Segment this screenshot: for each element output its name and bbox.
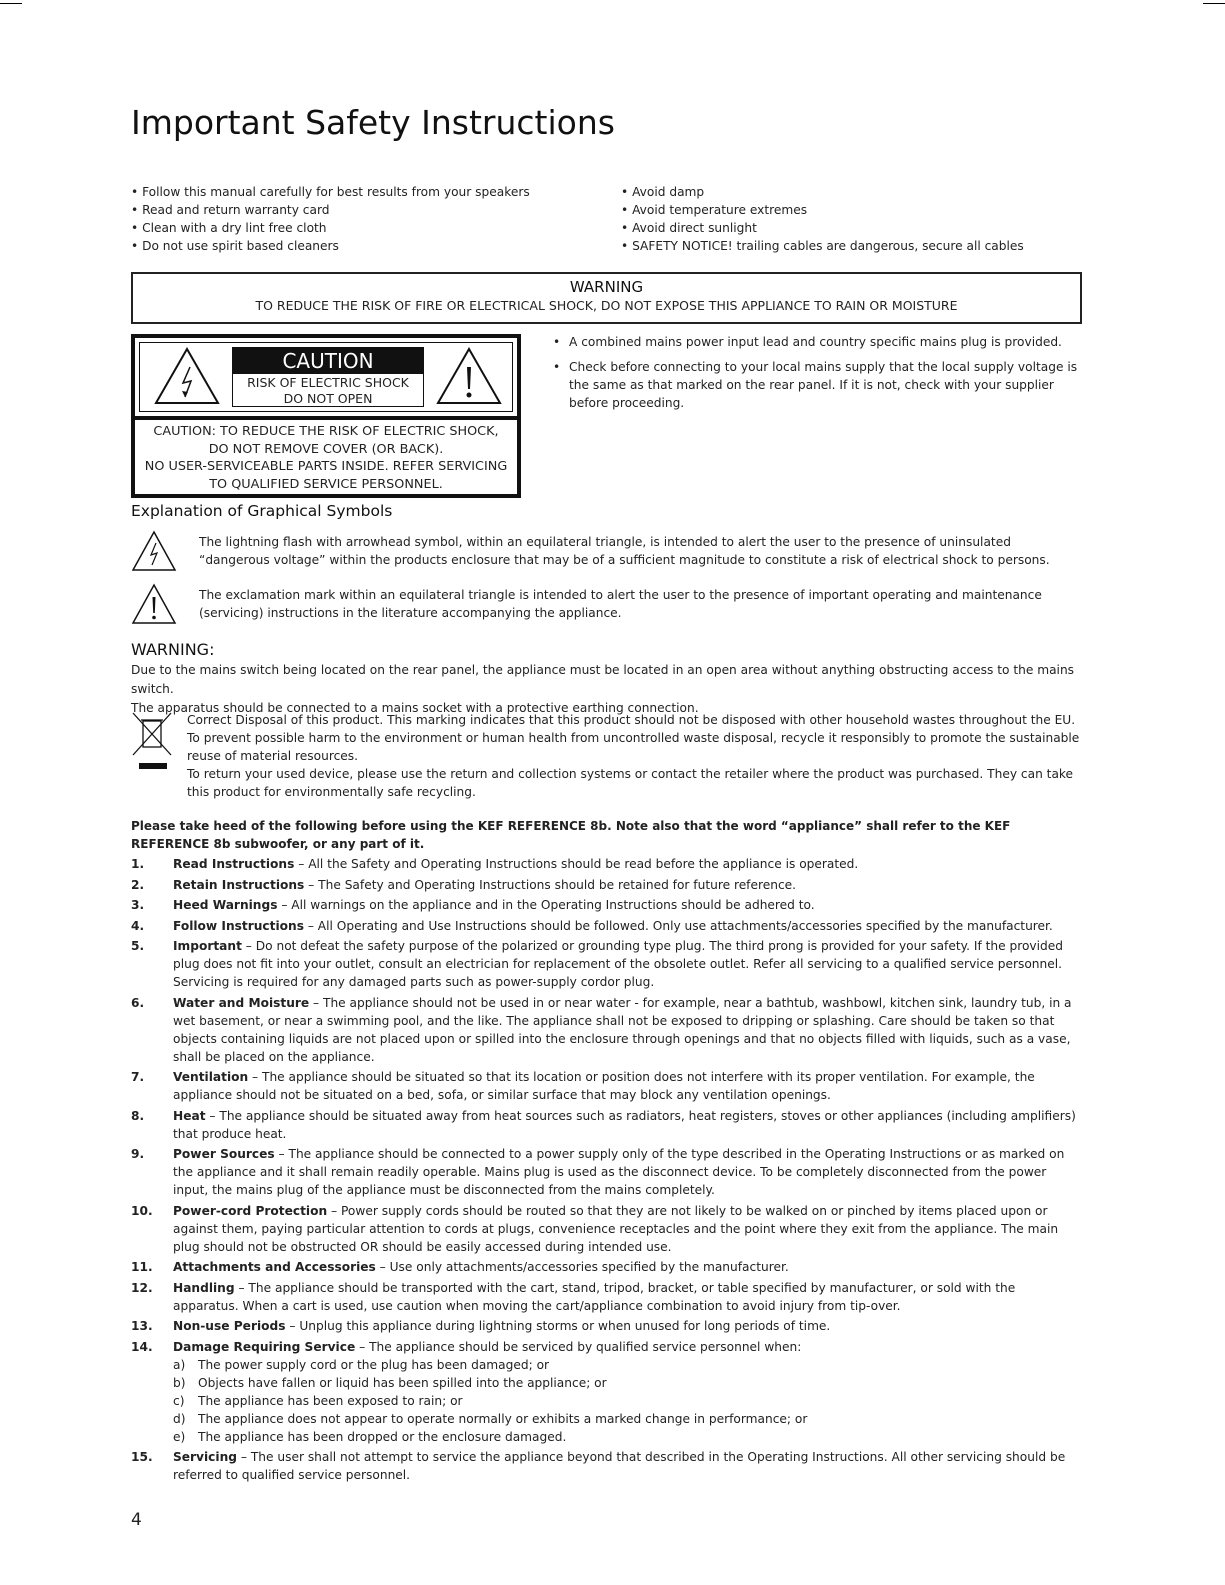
item-number: 14. (131, 1339, 153, 1354)
weee-bin-icon (131, 711, 175, 773)
item-title: Water and Moisture (173, 995, 310, 1010)
item-text: – Do not defeat the safety purpose of the polarized or grounding type plug. The third prong is provided for your safety. If the provided plug does not fit into your outlet, consult an electrician for replacement of the obsolete outlet. Refer all servicing to a qualified service personnel. Servicing is required for any damaged parts such as power-supply cordor plug. (173, 939, 1063, 989)
list-item (131, 896, 1081, 914)
caution-text-line: NO USER-SERVICEABLE PARTS INSIDE. REFER SERVICING (144, 459, 508, 474)
item-text: – All warnings on the appliance and in the Operating Instructions should be adhered to. (277, 898, 815, 912)
item-title: Power-cord Protection (173, 1203, 328, 1218)
item-number: 6. (131, 995, 145, 1010)
sub-item-text: The appliance does not appear to operate normally or exhibits a marked change in performance; or (198, 1411, 808, 1426)
bullet: • Clean with a dry lint free cloth (131, 221, 327, 235)
item-number: 7. (131, 1070, 145, 1084)
list-item (131, 1107, 1081, 1143)
item-text: – All Operating and Use Instructions should be followed. Only use attachments/accessories specified by the manufacturer. (303, 918, 1053, 933)
item-title: Attachments and Accessories (173, 1260, 376, 1274)
item-number: 13. (131, 1319, 153, 1333)
sub-item-text: Objects have fallen or liquid has been spilled into the appliance; or (198, 1375, 607, 1390)
list-item (131, 1202, 1081, 1256)
item-number: 9. (131, 1147, 145, 1161)
item-text: – The appliance should be situated away from heat sources such as radiators, heat registers, stoves or other appliances (including amplifiers) that produce heat. (173, 1108, 1076, 1141)
item-number: 3. (131, 898, 145, 912)
sub-item (173, 1356, 1081, 1374)
list-item (131, 1068, 1081, 1104)
disposal-text: Correct Disposal of this product. This marking indicates that this product should not be disposed with other household wastes throughout the EU. To prevent possible harm to the environment or human health from uncontrolled waste disposal, recycle it responsibly to promote the sustainable reuse of material resources. (187, 713, 1080, 763)
list-item (131, 855, 1081, 873)
explanation-text: The lightning flash with arrowhead symbol, within an equilateral triangle, is intended to alert the user to the presence of uninsulated “dangerous voltage” within the products enclosure that may be of a sufficient magnitude to constitute a risk of electrical shock to persons. (199, 535, 1050, 567)
bullet: • Avoid direct sunlight (621, 221, 757, 235)
disposal-section (131, 711, 1081, 801)
item-number: 10. (131, 1203, 153, 1218)
disposal-text: To return your used device, please use the return and collection systems or contact the retailer where the product was purchased. They can take this product for environmentally safe recycling. (187, 767, 1074, 799)
general-bullets-right (621, 183, 1024, 255)
page-title: Important Safety Instructions (131, 103, 615, 142)
item-number: 1. (131, 857, 145, 871)
item-title: Damage Requiring Service (173, 1339, 356, 1354)
warning-text: TO REDUCE THE RISK OF FIRE OR ELECTRICAL SHOCK, DO NOT EXPOSE THIS APPLIANCE TO RAIN OR MOISTURE (255, 298, 958, 313)
item-number: 12. (131, 1280, 153, 1295)
sub-item-letter: a) (173, 1357, 186, 1372)
caution-text-line: DO NOT REMOVE COVER (OR BACK). (208, 441, 444, 457)
bullet: • Avoid damp (621, 185, 705, 199)
lightning-explanation (131, 533, 1081, 569)
item-text: – The appliance should be serviced by qualified service personnel when: (355, 1339, 802, 1354)
heed-paragraph: Please take heed of the following before using the KEF REFERENCE 8b. Note also that the word “appliance” shall refer to the KEF REFERENCE 8b subwoofer, or any part of it. (131, 819, 1011, 851)
sub-item (173, 1374, 1081, 1392)
caution-label (131, 334, 521, 498)
item-title: Non-use Periods (173, 1319, 286, 1333)
list-item (131, 1448, 1081, 1484)
warning-text (131, 661, 1081, 718)
safety-instruction-list (131, 855, 1081, 1487)
bullet: • A combined mains power input lead and country specific mains plug is provided. (553, 333, 1078, 351)
warning-heading: WARNING (569, 278, 644, 296)
item-title: Heat (173, 1108, 206, 1123)
lightning-triangle-icon (152, 345, 222, 407)
warning-line: The apparatus should be connected to a mains socket with a protective earthing connection. (131, 701, 699, 715)
item-title: Heed Warnings (173, 898, 278, 912)
item-title: Power Sources (173, 1147, 275, 1161)
exclamation-explanation (131, 586, 1081, 622)
sub-item-letter: e) (173, 1429, 186, 1444)
sub-item-letter: c) (173, 1393, 185, 1408)
bullet: • Do not use spirit based cleaners (131, 239, 339, 253)
crop-mark (1203, 3, 1225, 4)
item-text: – Power supply cords should be routed so that they are not likely to be walked on or pinched by items placed upon or against them, paying particular attention to cords at plugs, convenience receptacles and the point where they exit from the appliance. The main plug should not be obstructed OR should be easily accessed during intended use. (173, 1203, 1059, 1254)
item-number: 11. (131, 1260, 153, 1274)
lightning-triangle-icon (131, 529, 177, 573)
list-item (131, 1279, 1081, 1315)
item-title: Retain Instructions (173, 877, 305, 892)
exclamation-triangle-icon (434, 345, 504, 407)
item-text: – The appliance should not be used in or near water - for example, near a bathtub, washbowl, kitchen sink, laundry tub, in a wet basement, or near a swimming pool, and the like. The appliance shall not be exposed to dripping or splashing. Care should be taken so that objects containing liquids are not placed upon or spilled into the enclosure through openings and that no objects filled with liquids, such as a vase, shall be placed on the appliance. (173, 995, 1072, 1064)
sub-item (173, 1410, 1081, 1428)
item-title: Servicing (173, 1450, 237, 1464)
item-title: Handling (173, 1280, 235, 1295)
item-text: – The appliance should be connected to a power supply only of the type described in the Operating Instructions or as marked on the appliance and it shall remain readily operable. Mains plug is used as the disconnect device. To be completely disconnected from the power input, the mains plug of the appliance must be disconnected from the mains completely. (173, 1147, 1065, 1197)
bullet: • Avoid temperature extremes (621, 203, 808, 217)
item-title: Important (173, 939, 242, 953)
item-text: – The Safety and Operating Instructions should be retained for future reference. (304, 877, 797, 892)
bullet: • Check before connecting to your local mains supply that the local supply voltage is the same as that marked on the rear panel. If it is not, check with your supplier before proceeding. (553, 358, 1078, 412)
bullet: • Read and return warranty card (131, 203, 330, 217)
list-item (131, 937, 1081, 991)
item-number: 15. (131, 1450, 153, 1464)
bullet: • Follow this manual carefully for best results from your speakers (131, 185, 530, 199)
bullet: • SAFETY NOTICE! trailing cables are dangerous, secure all cables (621, 239, 1024, 253)
symbols-heading: Explanation of Graphical Symbols (131, 502, 393, 520)
sub-item-text: The appliance has been exposed to rain; or (198, 1393, 463, 1408)
exclamation-triangle-icon (131, 582, 177, 626)
caution-text-line: CAUTION: TO REDUCE THE RISK OF ELECTRIC SHOCK, (153, 424, 499, 439)
item-number: 2. (131, 877, 145, 892)
crop-mark (0, 3, 22, 4)
item-title: Follow Instructions (173, 918, 304, 933)
warning-line: Due to the mains switch being located on the rear panel, the appliance must be located in an open area without anything obstructing access to the mains switch. (131, 663, 1075, 696)
sub-item-letter: b) (173, 1375, 186, 1390)
item-number: 8. (131, 1108, 145, 1123)
list-item (131, 917, 1081, 935)
list-item (131, 876, 1081, 894)
item-text: – The appliance should be transported with the cart, stand, tripod, bracket, or table specified by manufacturer, or sold with the apparatus. When a cart is used, use caution when moving the cart/appliance combination to avoid injury from tip-over. (173, 1280, 1016, 1313)
power-bullets (553, 333, 1078, 419)
explanation-text: The exclamation mark within an equilateral triangle is intended to alert the user to the presence of important operating and maintenance (servicing) instructions in the literature accompanying the appliance. (199, 588, 1042, 620)
item-text: – The appliance should be situated so that its location or position does not interfere with its proper ventilation. For example, the appliance should not be situated on a bed, sofa, or similar surface that may block any ventilation openings. (173, 1070, 1035, 1102)
sub-item (173, 1428, 1081, 1446)
sub-item (173, 1392, 1081, 1410)
caution-line: DO NOT OPEN (283, 391, 373, 406)
caution-heading: CAUTION (233, 348, 423, 374)
item-number: 5. (131, 939, 145, 953)
sub-item-text: The power supply cord or the plug has been damaged; or (198, 1357, 550, 1372)
caution-line: RISK OF ELECTRIC SHOCK (247, 375, 409, 390)
item-number: 4. (131, 918, 145, 933)
warning-heading: WARNING: (131, 640, 215, 659)
item-title: Ventilation (173, 1070, 249, 1084)
warning-box (131, 272, 1082, 324)
list-item (131, 1145, 1081, 1199)
list-item (131, 1338, 1081, 1446)
page-number: 4 (131, 1510, 142, 1530)
list-item (131, 994, 1081, 1066)
caution-text-line: TO QUALIFIED SERVICE PERSONNEL. (209, 476, 443, 492)
item-text: – Use only attachments/accessories specified by the manufacturer. (375, 1260, 789, 1274)
sub-item-text: The appliance has been dropped or the enclosure damaged. (198, 1429, 567, 1444)
general-bullets-left (131, 183, 530, 255)
list-item (131, 1317, 1081, 1335)
item-text: – Unplug this appliance during lightning storms or when unused for long periods of time. (285, 1319, 831, 1333)
item-title: Read Instructions (173, 857, 295, 871)
item-text: – All the Safety and Operating Instructions should be read before the appliance is operated. (294, 857, 859, 871)
list-item (131, 1258, 1081, 1276)
sub-item-letter: d) (173, 1411, 186, 1426)
item-text: – The user shall not attempt to service the appliance beyond that described in the Operating Instructions. All other servicing should be referred to qualified service personnel. (173, 1450, 1066, 1482)
